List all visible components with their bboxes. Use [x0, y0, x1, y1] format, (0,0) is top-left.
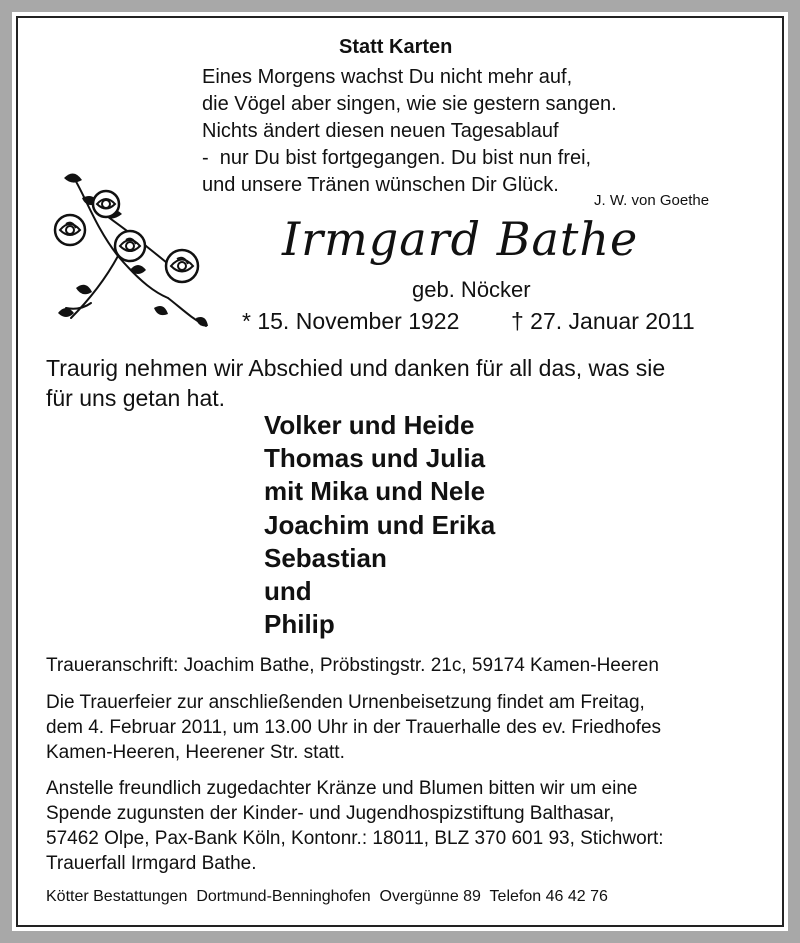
heading: Statt Karten — [339, 36, 453, 58]
ceremony-line: Die Trauerfeier zur anschließenden Urnenbeisetzung findet am Freitag, — [46, 692, 645, 713]
mourner-name: Volker und Heide — [264, 410, 475, 440]
poem-line: die Vögel aber singen, wie sie gestern sangen. — [202, 93, 617, 115]
intro-line: für uns getan hat. — [46, 385, 226, 411]
death-date: † 27. Januar 2011 — [511, 308, 695, 334]
poem-line: Nichts ändert diesen neuen Tagesablauf — [202, 120, 559, 142]
donation-info — [46, 776, 664, 876]
roses-illustration-icon — [46, 168, 216, 333]
ceremony-line: dem 4. Februar 2011, um 13.00 Uhr in der Trauerhalle des ev. Friedhofes — [46, 717, 662, 738]
deceased-name: Irmgard Bathe — [282, 212, 639, 266]
birth-date: * 15. November 1922 — [242, 308, 460, 334]
ceremony-line: Kamen-Heeren, Heerener Str. statt. — [46, 742, 345, 763]
mourning-address: Traueranschrift: Joachim Bathe, Pröbstingstr. 21c, 59174 Kamen-Heeren — [46, 655, 659, 676]
birth-name: geb. Nöcker — [412, 277, 531, 302]
mourners-list — [264, 409, 495, 641]
donation-line: Spende zugunsten der Kinder- und Jugendhospizstiftung Balthasar, — [46, 803, 615, 824]
donation-line: 57462 Olpe, Pax-Bank Köln, Kontonr.: 18011, BLZ 370 601 93, Stichwort: — [46, 828, 664, 849]
mourner-name: mit Mika und Nele — [264, 476, 486, 507]
mourner-name: Joachim und Erika — [264, 509, 496, 540]
poem-author: J. W. von Goethe — [594, 192, 710, 209]
intro-text — [46, 353, 665, 413]
funeral-home-footer: Kötter Bestattungen Dortmund-Benninghofen Overgünne 89 Telefon 46 42 76 — [46, 888, 608, 905]
poem-line: Eines Morgens wachst Du nicht mehr auf, — [202, 66, 573, 88]
donation-line: Anstelle freundlich zugedachter Kränze und Blumen bitten wir um eine — [46, 778, 638, 799]
donation-line: Trauerfall Irmgard Bathe. — [46, 853, 257, 874]
ceremony-info — [46, 690, 661, 765]
mourner-name: Philip — [264, 609, 335, 640]
mourner-name: Thomas und Julia — [264, 443, 486, 474]
mourner-name: Sebastian — [264, 542, 387, 573]
poem-line: und unsere Tränen wünschen Dir Glück. — [202, 174, 559, 196]
mourner-name: und — [264, 576, 312, 607]
poem — [202, 64, 617, 199]
intro-line: Traurig nehmen wir Abschied und danken für all das, was sie — [46, 355, 666, 381]
poem-line: - nur Du bist fortgegangen. Du bist nun frei, — [202, 147, 592, 169]
